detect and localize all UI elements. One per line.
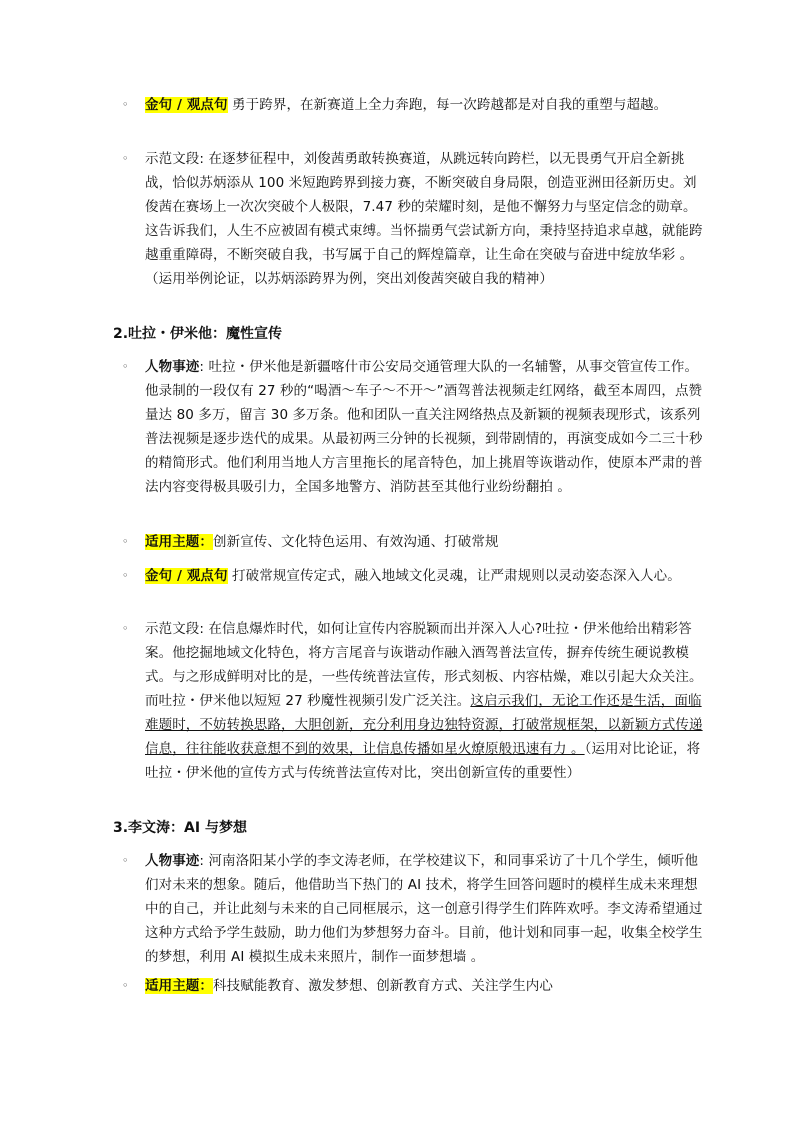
section-heading: 2.吐拉・伊米他：魔性宣传 — [113, 326, 283, 342]
list-bullet: ◦ — [122, 854, 129, 867]
quote-text: 勇于跨界，在新赛道上全力奔跑，每一次跨越都是对自我的重塑与超越。 — [232, 97, 668, 113]
example-label: 示范文段 — [145, 621, 200, 637]
example-paragraph — [145, 147, 705, 291]
list-bullet: ◦ — [122, 360, 129, 373]
example-text: : 在信息爆炸时代，如何让宣传内容脱颖而出并深入人心?吐拉・伊米他给出精彩答案。他挖掘地域文化特色，将方言尾音与诙谐动作融入酒驾普法宣传，摒弃传统生硬说教模式。与之形成鲜明对比的是，一些传统普法宣传，形式刻板、内容枯燥，难以引起大众关注。而吐拉・伊米他以短短 27 秒魔性视频引发广泛关注。 — [145, 621, 703, 709]
example-text-note: （运用对比论证，将吐拉・伊米他的宣传方式与传统普法宣传对比，突出创新宣传的重要性） — [145, 741, 701, 781]
theme-label: 适用主题： — [145, 978, 213, 994]
example-label: 示范文段 — [145, 151, 200, 167]
story-label: 人物事迹 — [145, 359, 200, 375]
theme-paragraph — [145, 530, 705, 554]
theme-paragraph — [145, 974, 705, 998]
section-heading: 3.李文涛：AI 与梦想 — [113, 820, 247, 836]
list-bullet: ◦ — [122, 622, 129, 635]
quote-paragraph — [145, 564, 705, 588]
list-bullet: ◦ — [122, 979, 129, 992]
quote-text: 打破常规宣传定式，融入地域文化灵魂，让严肃规则以灵动姿态深入人心。 — [232, 568, 681, 584]
story-text: : 吐拉・伊米他是新疆喀什市公安局交通管理大队的一名辅警，从事交管宣传工作。他录制的一段仅有 27 秒的“喝酒～车子～不开～”酒驾普法视频走红网络，截至本周四，点赞量达 80 多万，留言 30 多万条。他和团队一直关注网络热点及新颖的视频表现形式，该系列普法视频是逐步迭代的成果。从最初两三分钟的长视频，到带剧情的，再演变成如今二三十秒的精简形式。他们利用当地人方言里拖长的尾音特色，加上挑眉等诙谐动作，使原本严肃的普法内容变得极具吸引力，全国多地警方、消防甚至其他行业纷纷翻拍 。 — [145, 359, 703, 495]
theme-text: 创新宣传、文化特色运用、有效沟通、打破常规 — [213, 534, 499, 550]
list-bullet: ◦ — [122, 535, 129, 548]
story-text: : 河南洛阳某小学的李文涛老师，在学校建议下，和同事采访了十几个学生，倾听他们对未来的想象。随后，他借助当下热门的 AI 技术，将学生回答问题时的模样生成未来理想中的自己，并让此刻与未来的自己同框展示，这一创意引得学生们阵阵欢呼。李文涛希望通过这种方式给予学生鼓励，助力他们为梦想努力奋斗。目前，他计划和同事一起，收集全校学生的梦想，利用 AI 模拟生成未来照片，制作一面梦想墙 。 — [145, 853, 703, 965]
quote-paragraph — [145, 93, 705, 117]
list-bullet: ◦ — [122, 152, 129, 165]
story-paragraph — [145, 849, 705, 969]
theme-text: 科技赋能教育、激发梦想、创新教育方式、关注学生内心 — [213, 978, 553, 994]
example-text: : 在逐梦征程中，刘俊茜勇敢转换赛道，从跳远转向跨栏，以无畏勇气开启全新挑战，恰似苏炳添从 100 米短跑跨界到接力赛，不断突破自身局限，创造亚洲田径新历史。刘俊茜在赛场上一次次突破个人极限，7.47 秒的荣耀时刻，是他不懈努力与坚定信念的勋章。这告诉我们，人生不应被固有模式束缚。当怀揣勇气尝试新方向，秉持坚持追求卓越，就能跨越重重障碍，不断突破自我，书写属于自己的辉煌篇章，让生命在突破与奋进中绽放华彩 。（运用举例论证，以苏炳添跨界为例，突出刘俊茜突破自我的精神） — [145, 151, 703, 287]
list-bullet: ◦ — [122, 569, 129, 582]
quote-label: 金句 / 观点句 — [145, 568, 228, 584]
theme-label: 适用主题： — [145, 534, 213, 550]
list-bullet: ◦ — [122, 98, 129, 111]
story-paragraph — [145, 355, 705, 499]
example-underlined-text: 这启示我们，无论工作还是生活，面临难题时，不妨转换思路，大胆创新，充分利用身边独特资源，打破常规框架，以新颖方式传递信息，往往能收获意想不到的效果，让信息传播如星火燎原般迅速有力 。 — [145, 693, 703, 757]
example-paragraph — [145, 617, 705, 785]
quote-label: 金句 / 观点句 — [145, 97, 228, 113]
story-label: 人物事迹 — [145, 853, 200, 869]
